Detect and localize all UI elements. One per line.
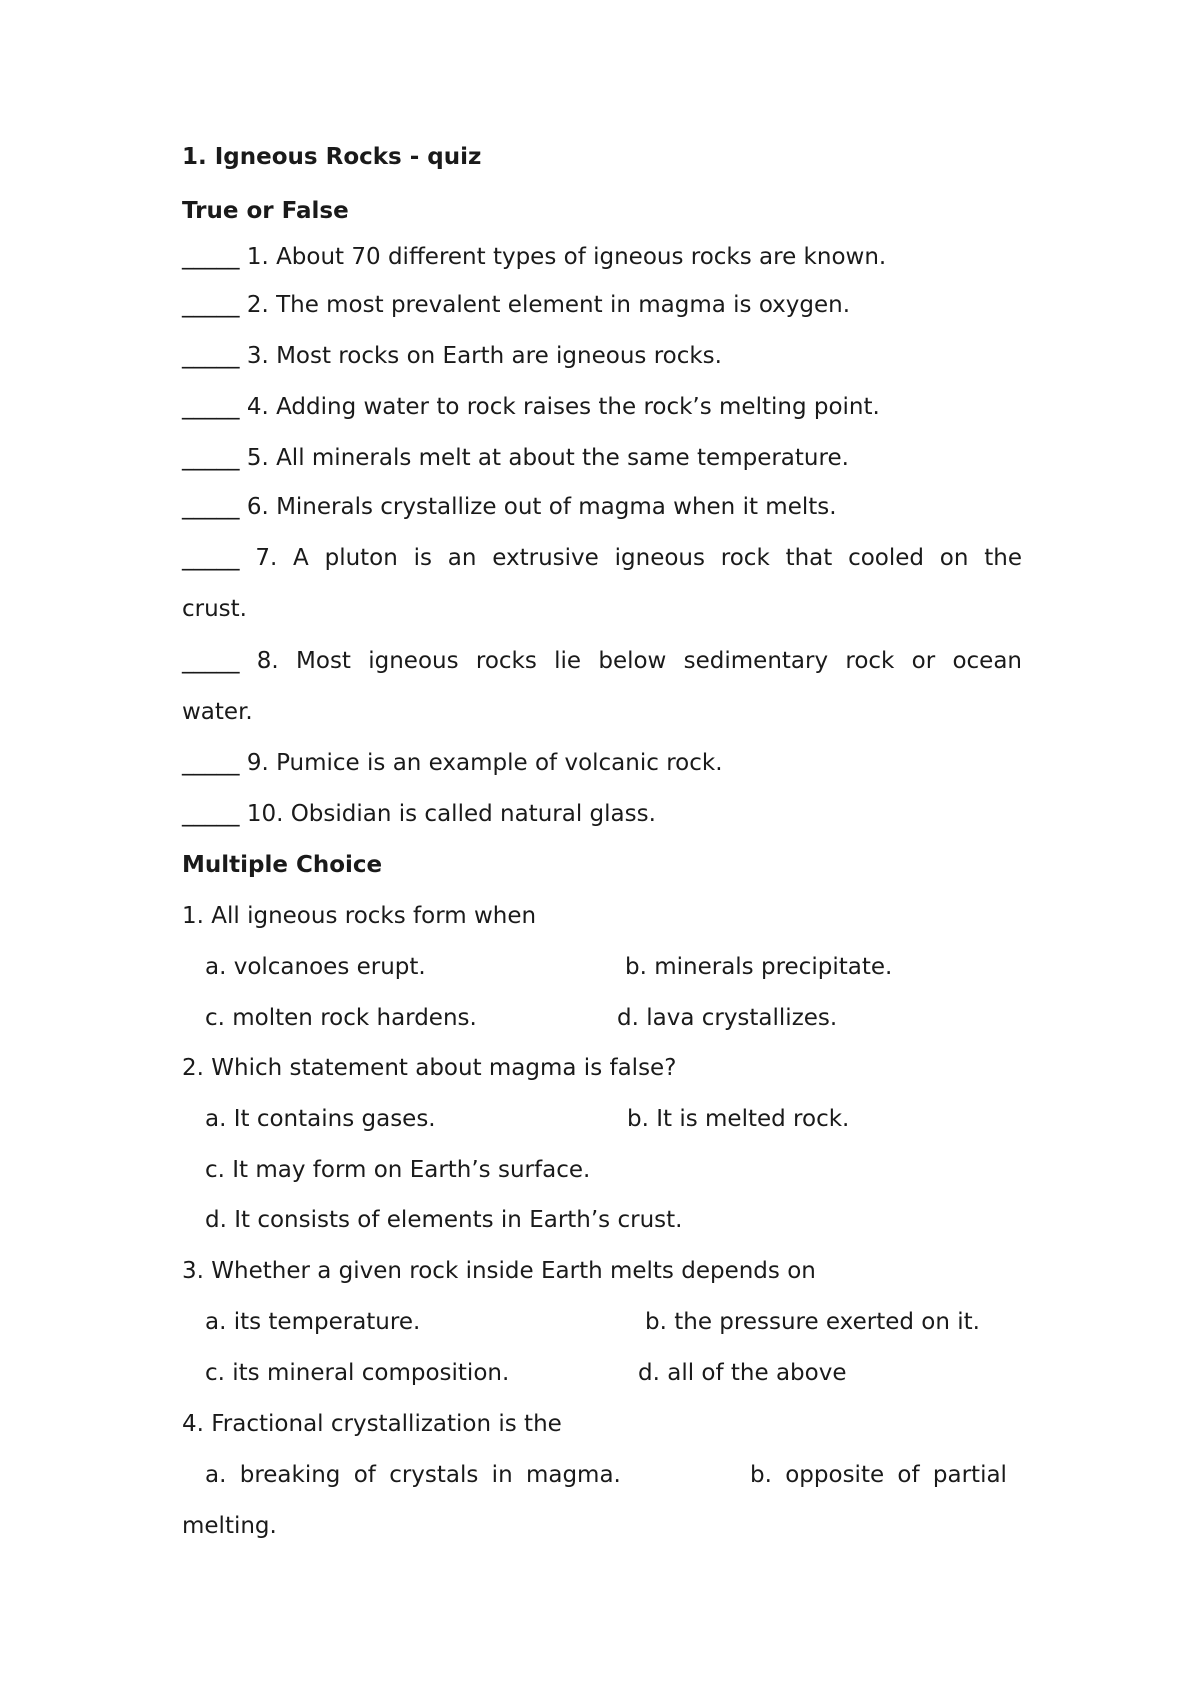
mc-q2-option-a: a. It contains gases.	[205, 1106, 436, 1132]
mc-q1-option-d: d. lava crystallizes.	[617, 1005, 838, 1031]
tf-item-5	[182, 443, 849, 473]
tf-item-3	[182, 341, 722, 371]
tf-statement: 5. All minerals melt at about the same temperature.	[246, 445, 849, 471]
mc-q2-option-b: b. It is melted rock.	[627, 1106, 850, 1132]
tf-statement: 10. Obsidian is called natural glass.	[246, 801, 656, 827]
mc-q2-option-d: d. It consists of elements in Earth’s crust.	[205, 1207, 683, 1233]
tf-item-6	[182, 492, 837, 522]
tf-statement-continuation: water.	[182, 699, 253, 725]
mc-q4-option-a: a. breaking of crystals in magma.	[205, 1462, 621, 1488]
tf-statement: 8. Most igneous rocks lie below sedimentary rock or ocean	[256, 648, 1022, 674]
tf-item-10	[182, 799, 656, 829]
tf-statement: 7. A pluton is an extrusive igneous rock that cooled on the	[255, 545, 1023, 571]
tf-item-9	[182, 748, 723, 778]
answer-blank: _____	[182, 292, 240, 318]
page-title: 1. Igneous Rocks - quiz	[182, 144, 482, 170]
mc-question-2: 2. Which statement about magma is false?	[182, 1055, 677, 1081]
mc-q3-option-b: b. the pressure exerted on it.	[645, 1309, 980, 1335]
multiple-choice-heading: Multiple Choice	[182, 852, 383, 878]
true-false-heading: True or False	[182, 198, 349, 224]
mc-q1-option-b: b. minerals precipitate.	[625, 954, 893, 980]
tf-item-4	[182, 392, 880, 422]
tf-statement: 4. Adding water to rock raises the rock’s melting point.	[246, 394, 880, 420]
mc-q3-option-d: d. all of the above	[638, 1360, 847, 1386]
mc-question-3: 3. Whether a given rock inside Earth melts depends on	[182, 1258, 816, 1284]
mc-q1-option-a: a. volcanoes erupt.	[205, 954, 426, 980]
tf-statement: 6. Minerals crystallize out of magma when it melts.	[246, 494, 837, 520]
answer-blank: _____	[182, 801, 240, 827]
tf-statement: 2. The most prevalent element in magma is oxygen.	[246, 292, 851, 318]
mc-q4-option-b: b. opposite of partial	[750, 1462, 1007, 1488]
tf-statement-continuation: crust.	[182, 596, 247, 622]
mc-q3-option-a: a. its temperature.	[205, 1309, 421, 1335]
tf-statement: 9. Pumice is an example of volcanic rock.	[246, 750, 723, 776]
mc-q2-option-c: c. It may form on Earth’s surface.	[205, 1157, 591, 1183]
mc-q3-option-c: c. its mineral composition.	[205, 1360, 510, 1386]
answer-blank: _____	[182, 494, 240, 520]
answer-blank: _____	[182, 343, 240, 369]
mc-question-1: 1. All igneous rocks form when	[182, 903, 537, 929]
tf-item-1	[182, 242, 886, 272]
tf-item-7	[182, 543, 1023, 622]
tf-statement: 3. Most rocks on Earth are igneous rocks.	[246, 343, 722, 369]
mc-question-4: 4. Fractional crystallization is the	[182, 1411, 562, 1437]
answer-blank: _____	[182, 648, 240, 674]
tf-statement: 1. About 70 different types of igneous rocks are known.	[246, 244, 887, 270]
tf-item-8	[182, 646, 1022, 725]
mc-q1-option-c: c. molten rock hardens.	[205, 1005, 477, 1031]
answer-blank: _____	[182, 244, 240, 270]
answer-blank: _____	[182, 445, 240, 471]
answer-blank: _____	[182, 545, 240, 571]
answer-blank: _____	[182, 394, 240, 420]
answer-blank: _____	[182, 750, 240, 776]
mc-q4-option-b-continuation: melting.	[182, 1513, 277, 1539]
tf-item-2	[182, 290, 850, 320]
